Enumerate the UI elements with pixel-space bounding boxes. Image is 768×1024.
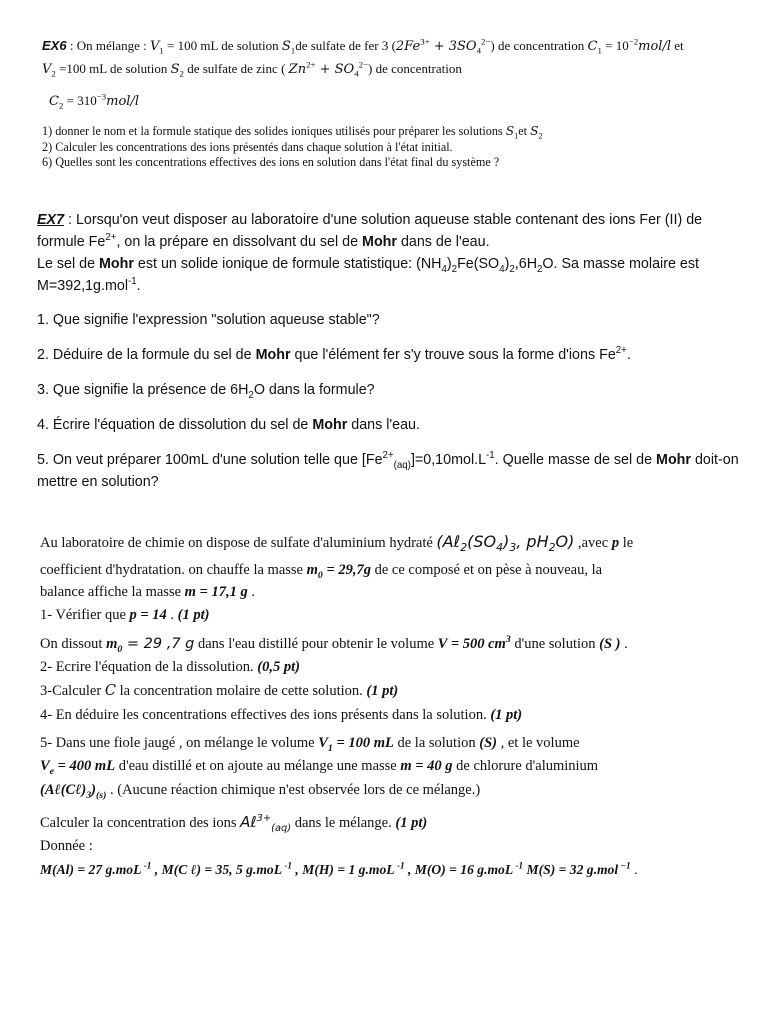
- ex6-question-6: 6) Quelles sont les concentrations effectives des ions en solution dans l'état final du système ?: [42, 155, 500, 169]
- ex7-question-3: 3. Que signifie la présence de $6H_2O$ dans la formule?: [37, 382, 375, 401]
- ex3-question-3: 3-Calculer C la concentration molaire de cette solution. (1 pt): [40, 683, 399, 699]
- ex3-question-5: 5- Dans une fiole jaugé , on mélange le volume $V_1 = 100$ mL de la solution (S) , et le volume: [40, 735, 580, 754]
- ex3-question-5-line-3: $(A\ell(C\ell)_3)_{(s)}$ . (Aucune réaction chimique n'est observée lors de ce mélange.): [40, 782, 481, 801]
- ex3-dissolution-statement: On dissout $m_0 = 29$ ,7 g dans l'eau distillé pour obtenir le volume V = 500 $cm^3$ d'une solution (S ) .: [40, 634, 628, 655]
- ex3-question-5-line-2: $V_e = 400$ mL d'eau distillé et on ajoute au mélange une masse m = 40 g de chlorure d'aluminium: [40, 758, 599, 777]
- ex7-line-1: EX7 : Lorsqu'on veut disposer au laboratoire d'une solution aqueuse stable contenant des ions Fer (II) de: [37, 212, 703, 228]
- ex7-question-1: 1. Que signifie l'expression "solution aqueuse stable"?: [37, 312, 380, 328]
- ex3-molar-masses: M(Al) = 27 g.moL $^{-1}$ , M(C ℓ) = 35, 5 g.moL $^{-1}$ , M(H) = 1 g.moL $^{-1}$ , M(O) = 16 g.moL $^{-1}$ M(S) = 32 g.mol $^{-1}$ .: [40, 860, 638, 877]
- ex7-line-2: formule $Fe^{2+}$, on la prépare en dissolvant du sel de Mohr dans de l'eau.: [37, 232, 490, 250]
- ex7-question-5-continued: mettre en solution?: [37, 474, 159, 490]
- ex7-line-3: Le sel de Mohr est un solide ionique de formule statistique: $(NH_4)_2Fe(SO_4)_2,6H_2O$. Sa masse molaire est: [37, 256, 699, 275]
- ex3-question-5-line-4: Calculer la concentration des ions Aℓ$^{3+}_{(aq)}$ dans le mélange. (1 pt): [40, 813, 428, 834]
- ex3-question-2: 2- Ecrire l'équation de la dissolution. (0,5 pt): [40, 659, 300, 675]
- ex7-line-4: M=392,1g.mol$^{-1}$.: [37, 276, 141, 294]
- ex3-line-1: Au laboratoire de chimie on dispose de sulfate d'aluminium hydraté ($A\ell_2(SO_4)_3$, $pH_2O$) ,avec p le: [40, 532, 634, 555]
- ex3-question-1: 1- Vérifier que p = 14 . (1 pt): [40, 607, 210, 623]
- ex3-line-3: balance affiche la masse m = 17,1 g .: [40, 584, 255, 600]
- ex7-title: EX7: [37, 212, 65, 228]
- ex7-question-5: 5. On veut préparer 100mL d'une solution telle que $[Fe^{2+}_{(aq)}]=0,10mol.L^{-1}$. Quelle masse de sel de Mohr doit-on: [37, 450, 739, 471]
- ex7-question-2: 2. Déduire de la formule du sel de Mohr que l'élément fer s'y trouve sous la forme d'ions $Fe^{2+}$.: [37, 345, 631, 363]
- ex3-given-data-label: Donnée :: [40, 838, 93, 854]
- ex7-question-4: 4. Écrire l'équation de dissolution du sel de Mohr dans l'eau.: [37, 417, 420, 433]
- ex3-question-4: 4- En déduire les concentrations effectives des ions présents dans la solution. (1 pt): [40, 707, 523, 723]
- ex6-question-2: 2) Calculer les concentrations des ions présentés dans chaque solution à l'état initial.: [42, 140, 453, 154]
- ex6-line-2: $V_2 =100$ mL de solution $S_2$ de sulfate de zinc ( $Zn^{2+} + SO_4^{2-}$) de concentration: [42, 59, 462, 79]
- ex6-question-1: 1) donner le nom et la formule statique des solides ioniques utilisés pour préparer les solutions $S_1et$ $S_2$: [42, 124, 543, 141]
- ex6-title: EX6: [42, 38, 67, 53]
- ex6-line-1: EX6 : On mélange : $V_1 = 100$ mL de solution $S_1de$ sulfate de fer 3 $(2Fe^{3+} + 3SO_4^{2-})$ de concentration $C_1 = 10^{-2}mol/l$ et: [42, 36, 684, 56]
- ex6-line-3: $C_2 = 310^{-3}mol/l$: [49, 91, 139, 111]
- ex3-line-2: coefficient d'hydratation. on chauffe la masse $m_0 = 29,7g$ de ce composé et on pèse à nouveau, la: [40, 562, 603, 581]
